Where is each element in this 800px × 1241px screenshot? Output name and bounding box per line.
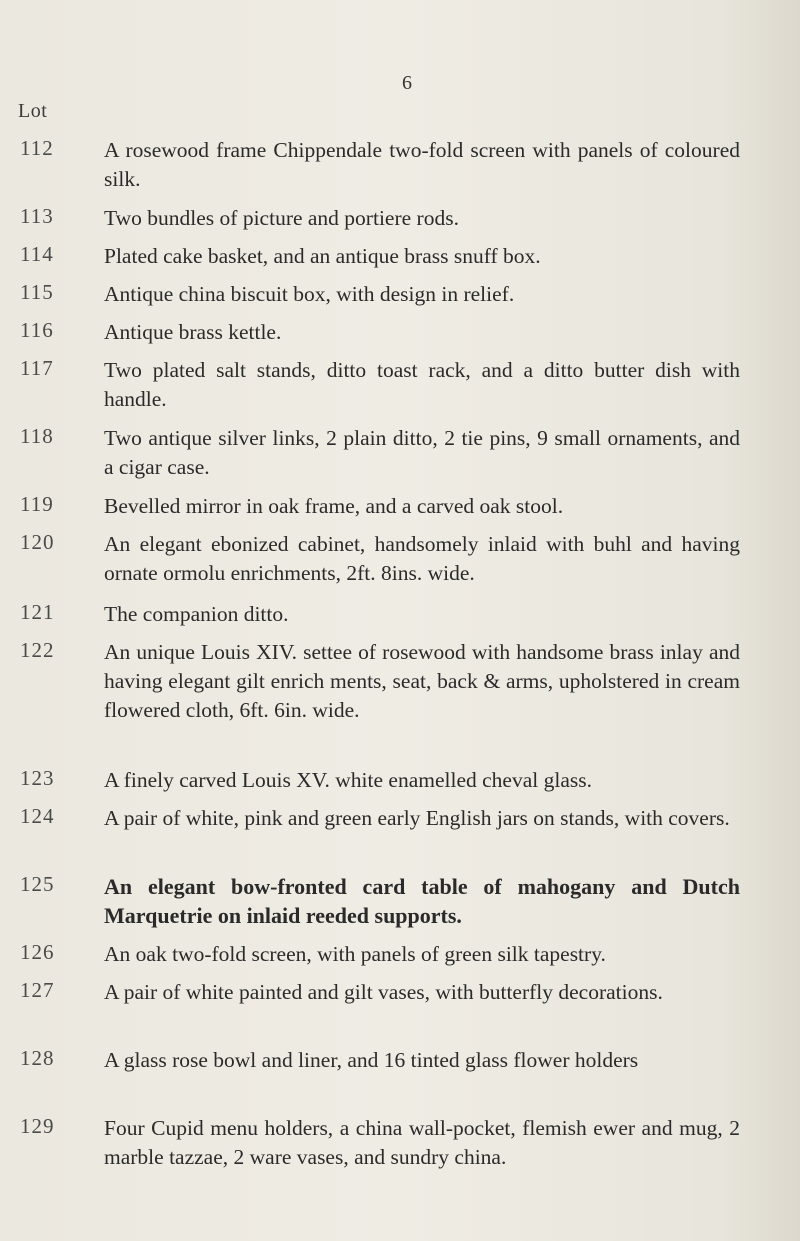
lot-number: 124 <box>20 804 55 828</box>
lot-description: Bevelled mirror in oak frame, and a carved oak stool. <box>104 494 564 518</box>
lot-number: 115 <box>20 280 54 304</box>
lot-number: 128 <box>20 1046 55 1070</box>
lot-number: 118 <box>20 424 54 448</box>
lot-number: 117 <box>20 356 54 380</box>
lot-description: An oak two-fold screen, with panels of green silk tapestry. <box>104 942 606 966</box>
lot-description: An unique Louis XIV. settee of rosewood with handsome brass inlay and having elegant gilt enrich ments, seat, back & arms, upholstered in cream flowered cloth, 6ft. 6in. wide. <box>104 640 740 722</box>
lot-description: Plated cake basket, and an antique brass snuff box. <box>104 244 541 268</box>
lot-description: A pair of white, pink and green early English jars on stands, with covers. <box>104 806 730 830</box>
lot-column-heading: Lot <box>18 100 48 122</box>
lot-description: A finely carved Louis XV. white enamelled cheval glass. <box>104 768 592 792</box>
lot-description: Antique brass kettle. <box>104 320 282 344</box>
lot-description: Four Cupid menu holders, a china wall-pocket, flemish ewer and mug, 2 marble tazzae, 2 ware vases, and sundry china. <box>104 1116 740 1169</box>
lot-number: 119 <box>20 492 54 516</box>
lot-number: 114 <box>20 242 54 266</box>
lot-description: A pair of white painted and gilt vases, with butterfly decorations. <box>104 980 663 1004</box>
lot-description: A glass rose bowl and liner, and 16 tinted glass flower holders <box>104 1048 639 1072</box>
lot-number: 126 <box>20 940 55 964</box>
lot-number: 123 <box>20 766 55 790</box>
lot-description: An elegant ebonized cabinet, handsomely inlaid with buhl and having ornate ormolu enrichments, 2ft. 8ins. wide. <box>104 532 740 585</box>
lot-number: 120 <box>20 530 55 554</box>
lot-description: A rosewood frame Chippendale two-fold screen with panels of coloured silk. <box>104 138 740 191</box>
lot-description: Antique china biscuit box, with design in relief. <box>104 282 515 306</box>
page-number: 6 <box>402 72 412 94</box>
lot-number: 127 <box>20 978 55 1002</box>
lot-description: Two antique silver links, 2 plain ditto, 2 tie pins, 9 small ornaments, and a cigar case. <box>104 426 740 479</box>
lot-number: 125 <box>20 872 55 896</box>
lot-description: The companion ditto. <box>104 602 289 626</box>
lot-number: 121 <box>20 600 55 624</box>
lot-description: Two plated salt stands, ditto toast rack, and a ditto butter dish with handle. <box>104 358 740 411</box>
lot-number: 112 <box>20 136 54 160</box>
lot-number: 122 <box>20 638 55 662</box>
lot-number: 113 <box>20 204 54 228</box>
lot-number: 116 <box>20 318 54 342</box>
lot-number: 129 <box>20 1114 55 1138</box>
lot-description: Two bundles of picture and portiere rods. <box>104 206 459 230</box>
lot-description: An elegant bow-fronted card table of mahogany and Dutch Marquetrie on inlaid reeded supports. <box>104 874 740 928</box>
